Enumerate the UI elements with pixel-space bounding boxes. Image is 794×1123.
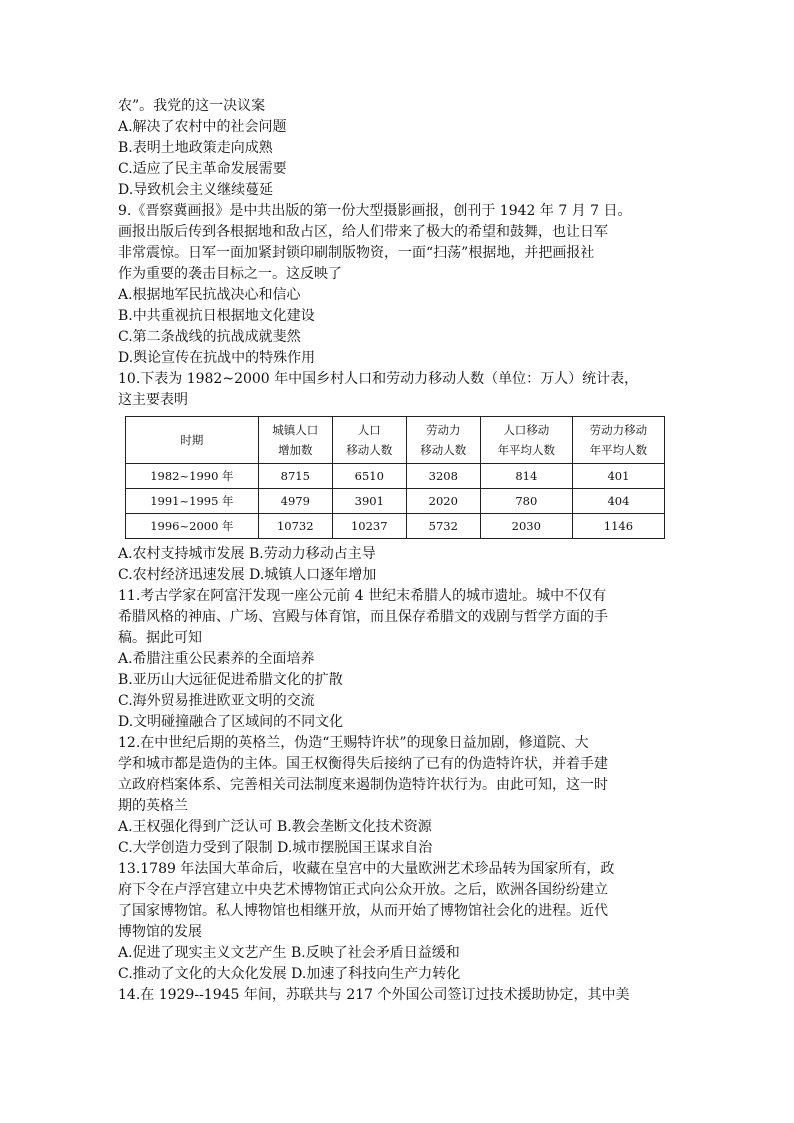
text-line: 12.在中世纪后期的英格兰，伪造“王赐特许状”的现象日益加剧，修道院、大 (118, 735, 589, 751)
text-line: C.推动了文化的大众化发展 D.加速了科技向生产力转化 (118, 966, 461, 982)
header-text: 增加数 (278, 443, 313, 457)
header-text: 人口移动 (503, 423, 550, 437)
period-cell: 1982~1990 年 (126, 464, 259, 489)
text-line: 稿。据此可知 (118, 630, 202, 646)
value-cell: 3208 (406, 464, 480, 489)
value-cell: 401 (572, 464, 664, 489)
text-line: A.农村支持城市发展 B.劳动力移动占主导 (118, 546, 376, 562)
header-text: 人口 (357, 423, 381, 437)
value-cell: 2020 (406, 489, 480, 514)
text-line: 希腊风格的神庙、广场、宫殿与体育馆，而且保存希腊文的戏剧与哲学方面的手 (118, 609, 608, 625)
text-line: 博物馆的发展 (118, 924, 202, 940)
text-line: A.王权强化得到广泛认可 B.教会垄断文化技术资源 (118, 819, 432, 835)
text-line: 农”。我党的这一决议案 (118, 98, 266, 114)
table-header-cell (572, 417, 664, 464)
value-cell: 4979 (258, 489, 332, 514)
value-cell: 1146 (572, 514, 664, 539)
text-line: 非常震惊。日军一面加紧封锁印刷制版物资，一面“扫荡”根据地，并把画报社 (118, 245, 595, 261)
text-line: B.表明土地政策走向成熟 (118, 140, 273, 156)
header-text: 移动人数 (420, 443, 467, 457)
table-row (126, 514, 665, 539)
text-line: C.海外贸易推进欧亚文明的交流 (118, 693, 315, 709)
table-header-cell (406, 417, 480, 464)
value-cell: 10237 (332, 514, 406, 539)
text-line: 10.下表为 1982~2000 年中国乡村人口和劳动力移动人数（单位：万人）统计表， (118, 371, 639, 387)
text-line: D.导致机会主义继续蔓延 (118, 182, 274, 198)
header-text: 时期 (180, 433, 204, 447)
table-header-cell (480, 417, 572, 464)
document-page (118, 96, 678, 1006)
text-line: C.第二条战线的抗战成就斐然 (118, 329, 301, 345)
period-cell: 1991~1995 年 (126, 489, 259, 514)
text-line: B.亚历山大远征促进希腊文化的扩散 (118, 672, 343, 688)
header-text: 年平均人数 (497, 443, 556, 457)
value-cell: 5732 (406, 514, 480, 539)
text-line: 14.在 1929--1945 年间，苏联共与 217 个外国公司签订过技术援助协定，其中美 (118, 987, 630, 1003)
value-cell: 10732 (258, 514, 332, 539)
table-header-cell (332, 417, 406, 464)
text-block-before-table (118, 96, 678, 411)
value-cell: 8715 (258, 464, 332, 489)
text-line: 期的英格兰 (118, 798, 188, 814)
table-row (126, 489, 665, 514)
text-line: 这主要表明 (118, 392, 188, 408)
header-text: 年平均人数 (589, 443, 648, 457)
text-line: 作为重要的袭击目标之一。这反映了 (118, 266, 342, 282)
text-line: 立政府档案体系、完善相关司法制度来遏制伪造特许状行为。由此可知，这一时 (118, 777, 608, 793)
text-line: 学和城市都是造伪的主体。国王权衡得失后接纳了已有的伪造特许状，并着手建 (118, 756, 608, 772)
value-cell: 6510 (332, 464, 406, 489)
text-line: 9.《晋察冀画报》是中共出版的第一份大型摄影画报，创刊于 1942 年 7 月 7 日。 (118, 203, 632, 219)
header-text: 城镇人口 (272, 423, 319, 437)
text-line: 13.1789 年法国大革命后，收藏在皇宫中的大量欧洲艺术珍品转为国家所有，政 (118, 861, 615, 877)
text-line: D.舆论宣传在抗战中的特殊作用 (118, 350, 316, 366)
text-line: B.中共重视抗日根据地文化建设 (118, 308, 315, 324)
table-header-cell (126, 417, 259, 464)
text-line: 画报出版后传到各根据地和敌占区，给人们带来了极大的希望和鼓舞，也让日军 (118, 224, 608, 240)
migration-statistics-table (125, 416, 665, 539)
value-cell: 3901 (332, 489, 406, 514)
text-line: A.促进了现实主义文艺产生 B.反映了社会矛盾日益缓和 (118, 945, 460, 961)
table-header-cell (258, 417, 332, 464)
value-cell: 404 (572, 489, 664, 514)
header-text: 劳动力 (426, 423, 461, 437)
text-line: D.文明碰撞融合了区域间的不同文化 (118, 714, 344, 730)
text-line: 府下令在卢浮宫建立中央艺术博物馆正式向公众开放。之后，欧洲各国纷纷建立 (118, 882, 608, 898)
text-line: 11.考古学家在阿富汗发现一座公元前 4 世纪末希腊人的城市遗址。城中不仅有 (118, 588, 607, 604)
text-line: C.适应了民主革命发展需要 (118, 161, 287, 177)
table-row (126, 464, 665, 489)
value-cell: 2030 (480, 514, 572, 539)
header-text: 移动人数 (346, 443, 393, 457)
period-cell: 1996~2000 年 (126, 514, 259, 539)
value-cell: 814 (480, 464, 572, 489)
header-text: 劳动力移动 (589, 423, 648, 437)
table-header-row (126, 417, 665, 464)
text-line: 了国家博物馆。私人博物馆也相继开放，从而开始了博物馆社会化的进程。近代 (118, 903, 608, 919)
text-line: A.希腊注重公民素养的全面培养 (118, 651, 315, 667)
value-cell: 780 (480, 489, 572, 514)
text-line: C.大学创造力受到了限制 D.城市摆脱国王谋求自治 (118, 840, 433, 856)
text-line: A.根据地军民抗战决心和信心 (118, 287, 301, 303)
text-line: A.解决了农村中的社会问题 (118, 119, 287, 135)
text-line: C.农村经济迅速发展 D.城镇人口逐年增加 (118, 567, 377, 583)
text-block-after-table (118, 544, 678, 1006)
